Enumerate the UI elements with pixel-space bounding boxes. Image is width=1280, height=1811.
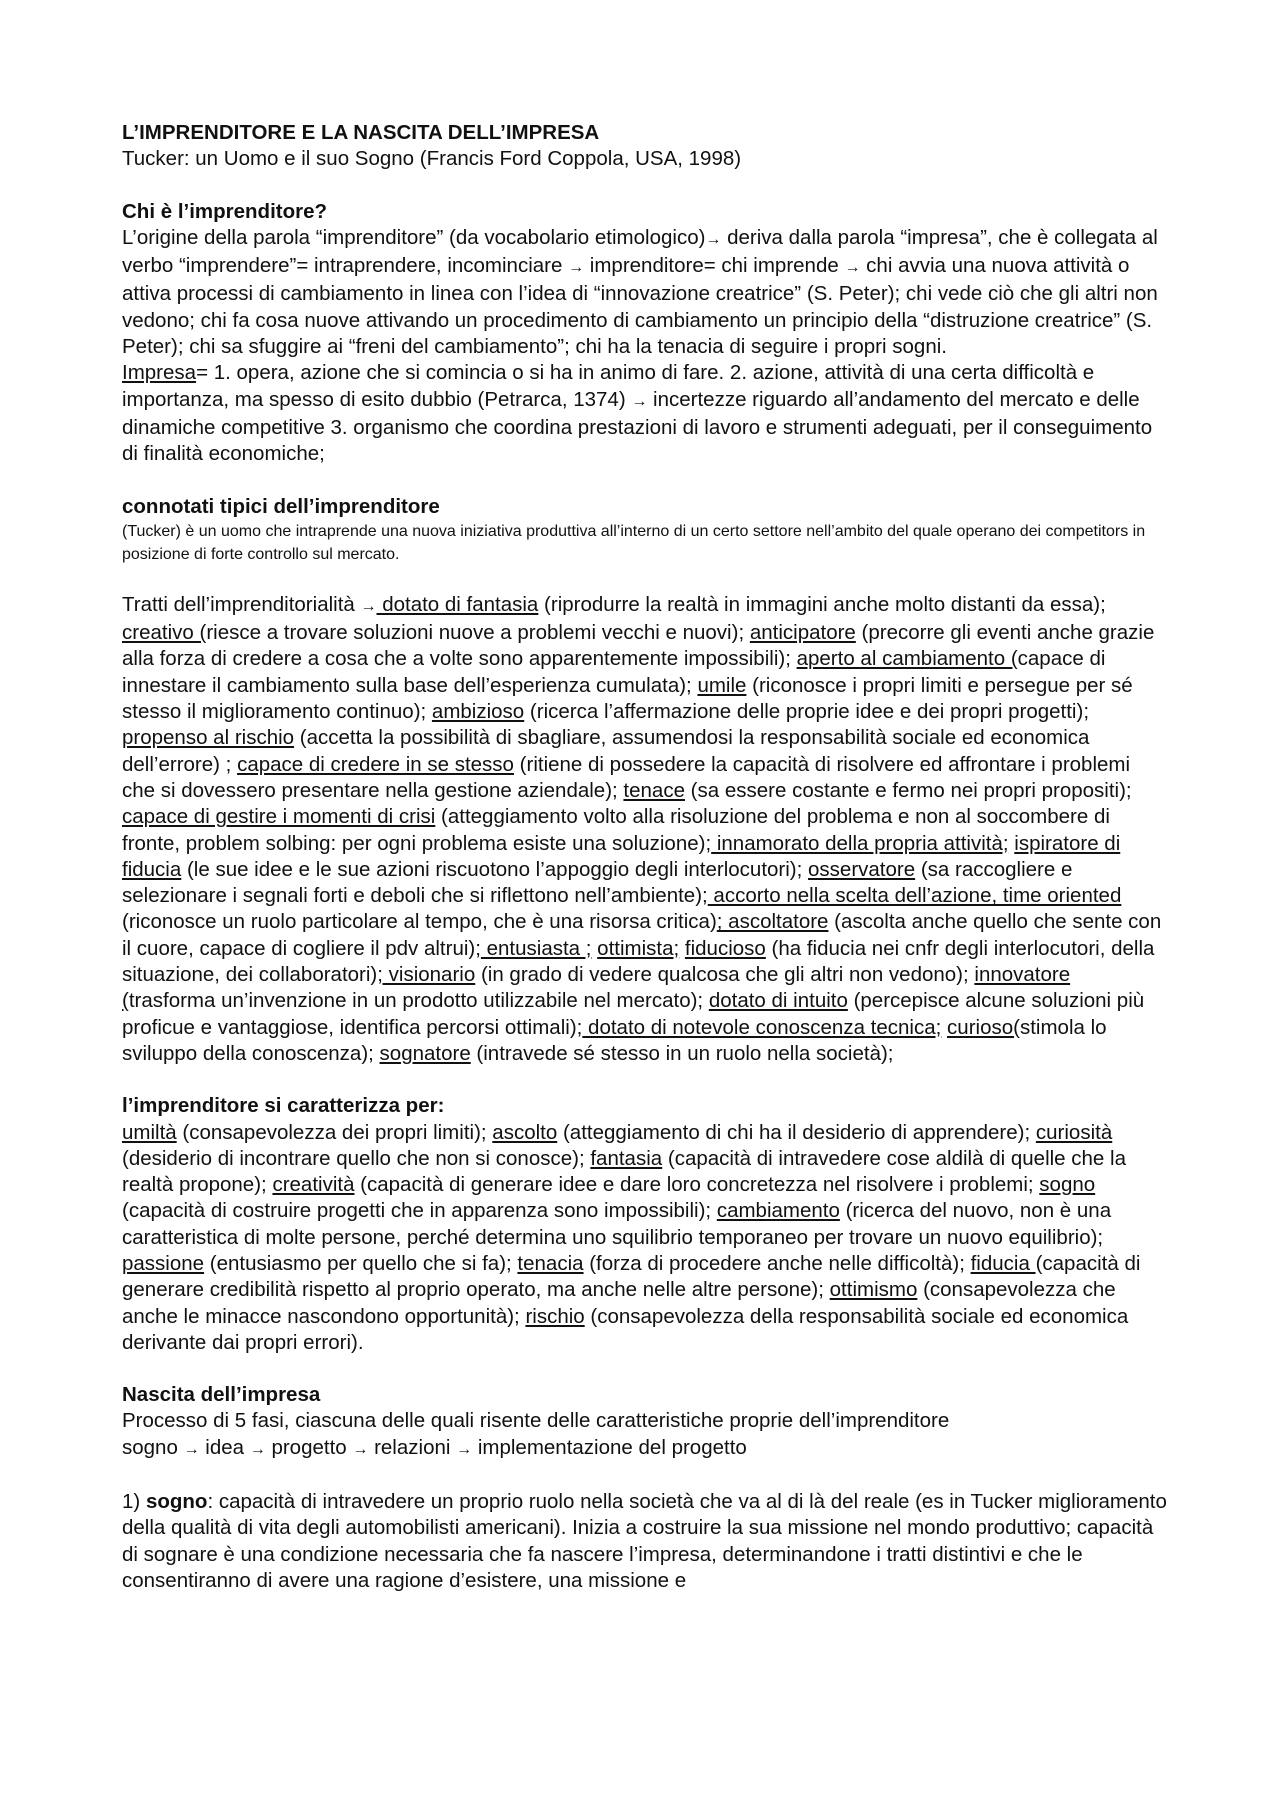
paragraph-caratteristiche: umiltà (consapevolezza dei propri limiti); ascolto (atteggiamento di chi ha il desiderio di apprendere); curiosità (desiderio di incontrare quello che non si conosce); fantasia (capacità di intravedere cose aldilà di quelle che la realtà propone); creatività (capacità di generare idee e dare loro concretezza nel risolvere i problemi; sogno (capacità di costruire progetti che in apparenza sono impossibili); cambiamento (ricerca del nuovo, non è una caratteristica di molte persone, perché determina uno squilibrio temporaneo per trovare un nuovo equilibrio); passione (entusiasmo per quello che si fa); tenacia (forza di procedere anche nelle difficoltà); fiducia (capacità di generare credibilità rispetto al proprio operato, ma anche nelle altre persone); ottimismo (consapevolezza che anche le minacce nascondono opportunità); rischio (consapevolezza della responsabilità sociale ed economica derivante dai propri errori). [122, 1120, 1141, 1354]
section-heading-chi: Chi è l’imprenditore? [122, 199, 328, 223]
paragraph-sogno: 1) sogno: capacità di intravedere un proprio ruolo nella società che va al di là del reale (es in Tucker miglioramento della qualità di vita degli automobilisti americani). Inizia a costruire la sua missione nel mondo produttivo; capacità di sognare è una condizione necessaria che fa nascere l’impresa, determinandone i tratti distintivi e che le consentiranno di avere una ragione d’esistere, una missione e [122, 1490, 1167, 1592]
paragraph-processo: Processo di 5 fasi, ciascuna delle quali risente delle caratteristiche proprie dell’imprenditore [122, 1409, 950, 1433]
paragraph-origine: L’origine della parola “imprenditore” (da vocabolario etimologico)→ deriva dalla parola “impresa”, che è collegata al verbo “imprendere”= intraprendere, incominciare → imprenditore= chi imprende → chi avvia una nuova attività o attiva processi di cambiamento in linea con l’idea di “innovazione creatrice” (S. Peter); chi vede ciò che gli altri non vedono; chi fa cosa nuove attivando un procedimento di cambiamento un principio della “distruzione creatrice” (S. Peter); chi sa sfuggire ai “freni del cambiamento”; chi ha la tenacia di seguire i propri sogni. [122, 225, 1158, 359]
section-heading-nascita: Nascita dell’impresa [122, 1383, 321, 1407]
paragraph-tucker: (Tucker) è un uomo che intraprende una nuova iniziativa produttiva all’interno di un certo settore nell’ambito del quale operano dei competitors in posizione di forte controllo sul mercato. [122, 522, 1146, 563]
paragraph-tratti: Tratti dell’imprenditorialità → dotato di fantasia (riprodurre la realtà in immagini anche molto distanti da essa); creativo (riesce a trovare soluzioni nuove a problemi vecchi e nuovi); anticipatore (precorre gli eventi anche grazie alla forza di credere a cosa che a volte sono apparentemente impossibili); aperto al cambiamento (capace di innestare il cambiamento sulla base dell’esperienza cumulata); umile (riconosce i propri limiti e persegue per sé stesso il miglioramento continuo); ambizioso (ricerca l’affermazione delle proprie idee e dei propri progetti); propenso al rischio (accetta la possibilità di sbagliare, assumendosi la responsabilità sociale ed economica dell’errore) ; capace di credere in se stesso (ritiene di possedere la capacità di risolvere ed affrontare i problemi che si dovessero presentare nella gestione aziendale); tenace (sa essere costante e fermo nei propri propositi); capace di gestire i momenti di crisi (atteggiamento volto alla risoluzione del problema e non al soccombere di fronte, problem solbing: per ogni problema esiste una soluzione); innamorato della propria attività; ispiratore di fiducia (le sue idee e le sue azioni riscuotono l’appoggio degli interlocutori); osservatore (sa raccogliere e selezionare i segnali forti e deboli che si riflettono nell’ambiente); accorto nella scelta dell’azione, time oriented (riconosce un ruolo particolare al tempo, che è una risorsa critica); ascoltatore (ascolta anche quello che sente con il cuore, capace di cogliere il pdv altrui); entusiasta ; ottimista; fiducioso (ha fiducia nei cnfr degli interlocutori, della situazione, dei collaboratori); visionario (in grado di vedere qualcosa che gli altri non vedono); innovatore (trasforma un’invenzione in un prodotto utilizzabile nel mercato); dotato di intuito (percepisce alcune soluzioni più proficue e vantaggiose, identifica percorsi ottimali); dotato di notevole conoscenza tecnica; curioso(stimola lo sviluppo della conoscenza); sognatore (intravede sé stesso in un ruolo nella società); [122, 592, 1162, 1065]
document-page [122, 120, 1167, 1594]
phases-sequence: sogno → idea → progetto → relazioni → implementazione del progetto [122, 1435, 747, 1459]
document-subtitle: Tucker: un Uomo e il suo Sogno (Francis Ford Coppola, USA, 1998) [122, 147, 742, 171]
document-title: L’IMPRENDITORE E LA NASCITA DELL’IMPRESA [122, 121, 600, 144]
section-heading-caratterizza: l’imprenditore si caratterizza per: [122, 1094, 445, 1118]
paragraph-impresa: Impresa= 1. opera, azione che si comincia o si ha in animo di fare. 2. azione, attività di una certa difficoltà e importanza, ma spesso di esito dubbio (Petrarca, 1374) → incertezze riguardo all’andamento del mercato e delle dinamiche competitive 3. organismo che coordina prestazioni di lavoro e strumenti adeguati, per il conseguimento di finalità economiche; [122, 361, 1153, 466]
section-heading-connotati: connotati tipici dell’imprenditore [122, 494, 440, 518]
